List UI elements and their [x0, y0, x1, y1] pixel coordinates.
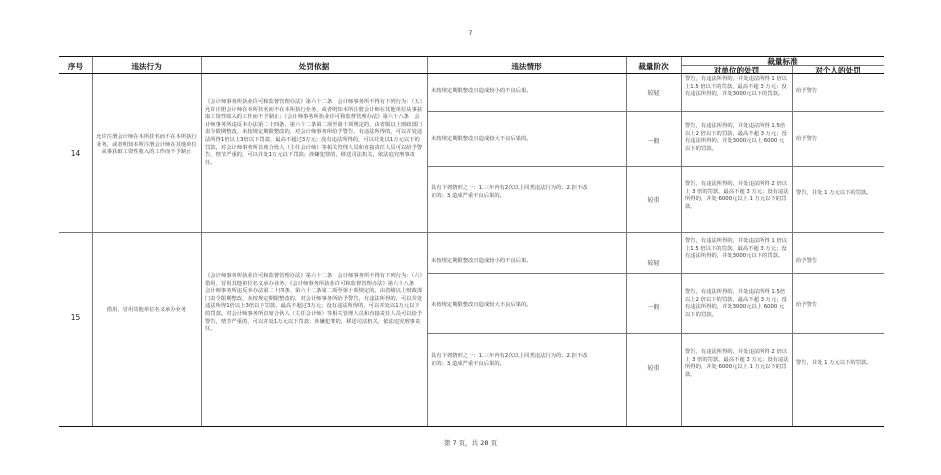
- header-index: 序号: [67, 62, 84, 71]
- row-divider: [427, 333, 884, 334]
- column-divider: [427, 57, 428, 426]
- unit-penalty: 警告，有违法所得的，并处违法所得 1.5倍以上2 倍以下的罚款，最高不超 3 万元；没有违法所得的，并处3000元以上 6000 元以下的罚款。: [685, 123, 787, 152]
- column-divider: [681, 57, 682, 426]
- header-basis: 处罚依据: [298, 62, 330, 71]
- header-standard: 裁量标准: [767, 57, 798, 66]
- header-circumstance: 违法情形: [511, 62, 542, 71]
- discretion-level: 较重: [647, 365, 660, 372]
- header-unit-penalty: 对单位的处罚: [713, 66, 760, 75]
- violation-behavior: 借用、冒用其他单位名义承办业务: [106, 307, 187, 313]
- violation-circumstance: 具有下列情形之一：1.三年内有2次以上同类违法行为的；2.拒不改正的；3.造成严重不良后果的。: [431, 353, 588, 367]
- penalty-basis: 《会计师事务所执业许可和监督管理办法》第六十二条 会计师事务所不得有下列行为：（六）借用、冒用其他单位名义承办业务；《会计师事务所执业许可和监督管理办法》第六十八条 会计师事务所违反本办法第二十四条、第六十二条第二项至第十项规定的，由省级以上财政部门责令限期整改，未按规定期限整改的，对会计师事务所给予警告，有违法所得的，可以并处违法所得1倍以上3倍以下罚款，最高不超过3万元；没有违法所得的，可以并处以1万元以下的罚款。对会计师事务所首席合伙人（主任会计师）等相关管理人员和直接责任人员可以给予警告，情节严重的，可以并处1万元以下罚款；涉嫌犯罪的，移送司法机关，依法追究刑事责任。: [205, 273, 423, 333]
- column-divider: [201, 57, 202, 426]
- violation-circumstance: 未按规定期限整改且造成较大不良后果的。: [431, 136, 532, 142]
- row-divider: [427, 111, 884, 112]
- unit-penalty: 警告，有违法所得的，并处违法所得 1 倍以上1.5 倍以下的罚款，最高不超 3 万元；没有违法所得的，并处3000元以下的罚款。: [685, 238, 788, 260]
- unit-penalty: 警告，有违法所得的，并处违法所得 1.5倍以上2 倍以下的罚款，最高不超 3 万元；没有违法所得的，并处3000元以上 6000 元以下的罚款。: [685, 289, 787, 318]
- header-personal-penalty: 对个人的处罚: [815, 66, 861, 75]
- column-divider: [92, 57, 93, 426]
- page-footer: 第 7 页，共 28 页: [443, 439, 498, 447]
- penalty-table: [59, 56, 884, 427]
- violation-circumstance: 未按规定期限整改且造成较小的不良后果。: [431, 258, 532, 264]
- row-index: 15: [70, 313, 81, 322]
- header-behavior: 违法行为: [131, 62, 162, 71]
- row-index: 14: [70, 149, 81, 158]
- row-divider: [427, 273, 884, 274]
- personal-penalty: 警告，并处 1 万元以下的罚款。: [796, 190, 872, 196]
- unit-penalty: 警告，有违法所得的，并处违法所得 1 倍以上1.5 倍以下的罚款，最高不超 3 万元；没有违法所得的，并处3000元以下的罚款。: [685, 76, 788, 98]
- personal-penalty: 给予警告: [796, 136, 818, 142]
- page-number-top: 7: [468, 29, 473, 37]
- violation-circumstance: 具有下列情形之一：1.三年内有2次以上同类违法行为的；2.拒不改正的；3.造成严重不良后果的。: [431, 185, 588, 199]
- violation-behavior: 允许注册会计师在本所挂名而不在本所执行业务，或者明知本所注册会计师在其他单位从事获取工资性收入的工作而不予制止: [96, 134, 197, 156]
- personal-penalty: 给予警告: [796, 302, 818, 308]
- unit-penalty: 警告，有违法所得的，并处违法所得 2 倍以上 3 倍的罚款，最高不超 3 万元；没有违法所得的，并处 6000元以上 1 万元以下的罚款。: [685, 349, 789, 378]
- column-divider: [792, 66, 793, 426]
- personal-penalty: 警告，并处 1 万元以下的罚款。: [796, 360, 872, 366]
- personal-penalty: 给予警告: [796, 88, 818, 94]
- discretion-level: 较重: [647, 197, 660, 204]
- discretion-level: 较轻: [647, 90, 660, 97]
- discretion-level: 一般: [647, 138, 660, 145]
- discretion-level: 较轻: [647, 260, 660, 267]
- personal-penalty: 给予警告: [796, 258, 818, 264]
- discretion-level: 一般: [647, 304, 660, 311]
- penalty-basis: 《会计师事务所执业许可和监督管理办法》第六十二条 会计师事务所不得有下列行为：（五）允许注册会计师在本所挂名而不在本所执行业务，或者明知本所注册会计师在其他单位从事获取工资性收入的工作而不予制止；《会计师事务所执业许可和监督管理办法》第六十八条 会计师事务所违反本办法第二十四条、第六十二条第二项至第十项规定的，由省级以上财政部门责令限期整改，未按规定期限整改的，对会计师事务所给予警告，有违法所得的，可以并处违法所得1倍以上3倍以下罚款，最高不超过3万元；没有违法所得的，可以并处以1万元以下的罚款。对会计师事务所首席合伙人（主任会计师）等相关管理人员和直接责任人员可以给予警告，情节严重的，可以并处1万元以下罚款；涉嫌犯罪的，移送司法机关，依法追究刑事责任。: [205, 99, 423, 166]
- header-level: 裁量阶次: [638, 62, 669, 71]
- row-divider: [59, 232, 884, 233]
- violation-circumstance: 未按规定期限整改且造成较大不良后果的。: [431, 302, 532, 308]
- violation-circumstance: 未按规定期限整改且造成较小的不良后果。: [431, 88, 532, 94]
- unit-penalty: 警告，有违法所得的，并处违法所得 2 倍以上 3 倍的罚款，最高不超 3 万元；没有违法所得的，并处 6000元以上 1 万元以下的罚款。: [685, 181, 789, 210]
- row-divider: [427, 166, 884, 167]
